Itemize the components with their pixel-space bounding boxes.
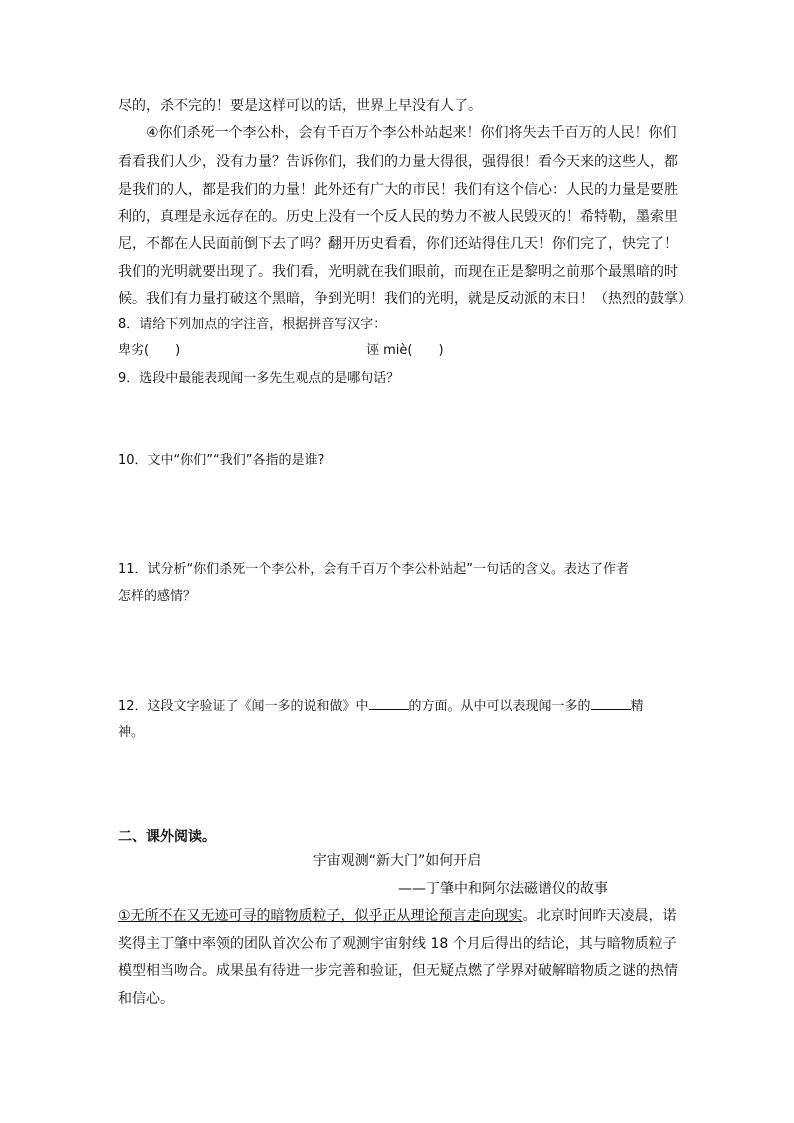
article-paragraph-line: 和信心。 <box>118 991 174 1007</box>
passage-line: ④你们杀死一个李公朴，会有千百万个李公朴站起来！你们将失去千百万的人民！你们 <box>146 125 677 141</box>
question-12-line1 <box>118 697 644 716</box>
section-heading: 二、课外阅读。 <box>118 829 216 845</box>
article-paragraph-line: 模型相当吻合。成果虽有待进一步完善和验证，但无疑点燃了学界对破解暗物质之谜的热情 <box>118 963 678 979</box>
passage-line: 看看我们人少，没有力量？告诉你们，我们的力量大得很，强得很！看今天来的这些人，都 <box>118 154 678 170</box>
passage-line: 尼，不都在人民面前倒下去了吗？翻开历史看看，你们还站得住几天！你们完了，快完了！ <box>118 236 678 252</box>
question-10: 10．文中“你们”“我们”各指的是谁? <box>118 453 325 468</box>
passage-line: 我们的光明就要出现了。我们看，光明就在我们眼前，而现在正是黎明之前那个最黑暗的时 <box>118 264 678 280</box>
question-12-part-b: 的方面。从中可以表现闻一多的 <box>408 699 591 714</box>
passage-line: 利的，真理是永远存在的。历史上没有一个反人民的势力不被人民毁灭的！希特勒，墨索里 <box>118 209 678 225</box>
paragraph-text: 。北京时间昨天凌晨，诺 <box>522 908 677 924</box>
question-11-line1: 11．试分析“你们杀死一个李公朴，会有千百万个李公朴站起”一句话的含义。表达了作者 <box>118 562 630 577</box>
question-12-part-a: 12．这段文字验证了《闻一多的说和做》中 <box>118 699 369 714</box>
question-12-line2: 神。 <box>118 725 145 740</box>
passage-line: 候。我们有力量打破这个黑暗，争到光明！我们的光明，就是反动派的末日！（热烈的鼓掌） <box>118 291 692 307</box>
answer-blank[interactable] <box>591 697 631 710</box>
passage-line: 是我们的人，都是我们的力量！此外还有广大的市民！我们有这个信心：人民的力量是要胜 <box>118 182 678 198</box>
question-8-item-b: 诬 miè( ) <box>366 343 444 358</box>
answer-blank[interactable] <box>369 697 409 710</box>
question-9: 9．选段中最能表现闻一多先生观点的是哪句话？ <box>118 371 400 386</box>
question-11-line2: 怎样的感情？ <box>118 589 197 604</box>
article-title: 宇宙观测“新大门”如何开启 <box>312 853 482 869</box>
article-subtitle: ——丁肇中和阿尔法磁谱仪的故事 <box>398 881 608 897</box>
underlined-sentence: ①无所不在又无迹可寻的暗物质粒子，似乎正从理论预言走向现实 <box>118 908 523 924</box>
question-8: 8．请给下列加点的字注音，根据拼音写汉字： <box>118 317 387 332</box>
passage-line: 尽的，杀不完的！要是这样可以的话，世界上早没有人了。 <box>118 98 482 114</box>
question-12-part-c: 精 <box>630 699 644 714</box>
article-paragraph-line: 奖得主丁肇中率领的团队首次公布了观测宇宙射线 18 个月后得出的结论，其与暗物质粒子 <box>118 936 677 952</box>
article-paragraph-line <box>118 907 677 925</box>
question-8-item-a: 卑劣( ) <box>118 343 181 358</box>
